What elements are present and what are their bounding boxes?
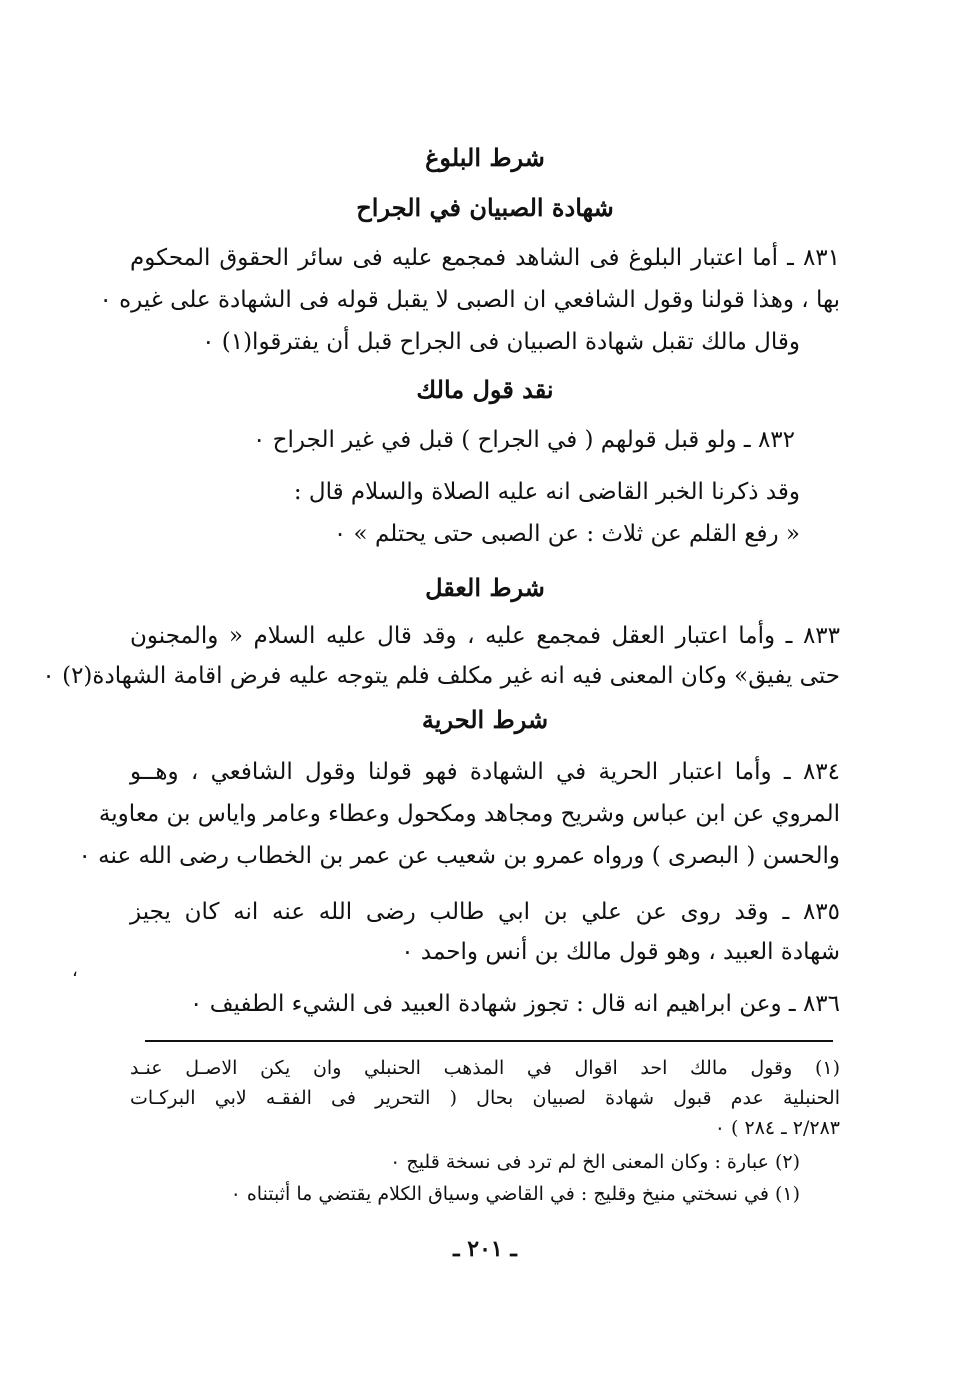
footnote-separator (145, 1040, 833, 1042)
footnote-3: (١) في نسختي منيخ وقليج : في القاضي وسياق الكلام يقتضي ما أثبتناه ٠ (230, 1183, 800, 1205)
paragraph-835-line-2: شهادة العبيد ، وهو قول مالك بن أنس واحمد ٠ (401, 939, 840, 965)
paragraph-833-line-1: ٨٣٣ ـ وأما اعتبار العقل فمجمع عليه ، وقد قال عليه السلام « والمجنون (130, 623, 840, 649)
paragraph-832-line-3: « رفع القلم عن ثلاث : عن الصبى حتى يحتلم » ٠ (333, 521, 800, 547)
heading-reason: شرط العقل (425, 573, 545, 602)
paragraph-834-line-2: المروي عن ابن عباس وشريح ومجاهد ومكحول وعطاء وعامر واياس بن معاوية (98, 801, 840, 827)
paragraph-831-line-2: بها ، وهذا قولنا وقول الشافعي ان الصبى لا يقبل قوله فى الشهادة على غيره ٠ (99, 287, 840, 313)
paragraph-836-line-1: ٨٣٦ ـ وعن ابراهيم انه قال : تجوز شهادة العبيد فى الشيء الطفيف ٠ (190, 991, 840, 1017)
paragraph-831-line-3: وقال مالك تقبل شهادة الصبيان فى الجراح قبل أن يفترقوا(١) ٠ (202, 329, 800, 355)
footnote-1-line-2: الحنبلية عدم قبول شهادة لصبيان بحال ( التحرير فى الفقـه لابي البركـات (130, 1087, 840, 1109)
paragraph-833-line-2: حتى يفيق» وكان المعنى فيه انه غير مكلف فلم يتوجه عليه فرض اقامة الشهادة(٢) ٠ (42, 663, 840, 689)
footnote-2: (٢) عبارة : وكان المعنى الخ لم ترد فى نسخة قليج ٠ (390, 1151, 800, 1173)
heading-children-testimony: شهادة الصبيان في الجراح (356, 193, 614, 222)
footnote-1-line-3: ٢/٢٨٣ ـ ٢٨٤ ) ٠ (714, 1117, 840, 1139)
footnote-1-line-1: (١) وقول مالك احد اقوال في المذهب الحنبلي وان يكن الاصـل عنـد (130, 1057, 840, 1079)
paragraph-831-line-1: ٨٣١ ـ أما اعتبار البلوغ فى الشاهد فمجمع عليه فى سائر الحقوق المحكوم (130, 245, 840, 271)
heading-puberty: شرط البلوغ (425, 143, 545, 172)
paragraph-832-line-2: وقد ذكرنا الخبر القاضى انه عليه الصلاة والسلام قال : (293, 479, 800, 505)
paragraph-834-line-3: والحسن ( البصرى ) ورواه عمرو بن شعيب عن عمر بن الخطاب رضى الله عنه ٠ (78, 843, 840, 869)
heading-critique-malik: نقد قول مالك (416, 375, 554, 404)
margin-mark: ، (72, 960, 78, 981)
page-number: ـ ٢٠١ ـ (453, 1236, 517, 1262)
paragraph-835-line-1: ٨٣٥ ـ وقد روى عن علي بن ابي طالب رضى الله عنه انه كان يجيز (130, 899, 840, 925)
paragraph-832-line-1: ٨٣٢ ـ ولو قبل قولهم ( في الجراح ) قبل في غير الجراح ٠ (253, 427, 795, 453)
heading-freedom: شرط الحرية (421, 705, 549, 734)
paragraph-834-line-1: ٨٣٤ ـ وأما اعتبار الحرية في الشهادة فهو قولنا وقول الشافعي ، وهــو (130, 759, 840, 785)
